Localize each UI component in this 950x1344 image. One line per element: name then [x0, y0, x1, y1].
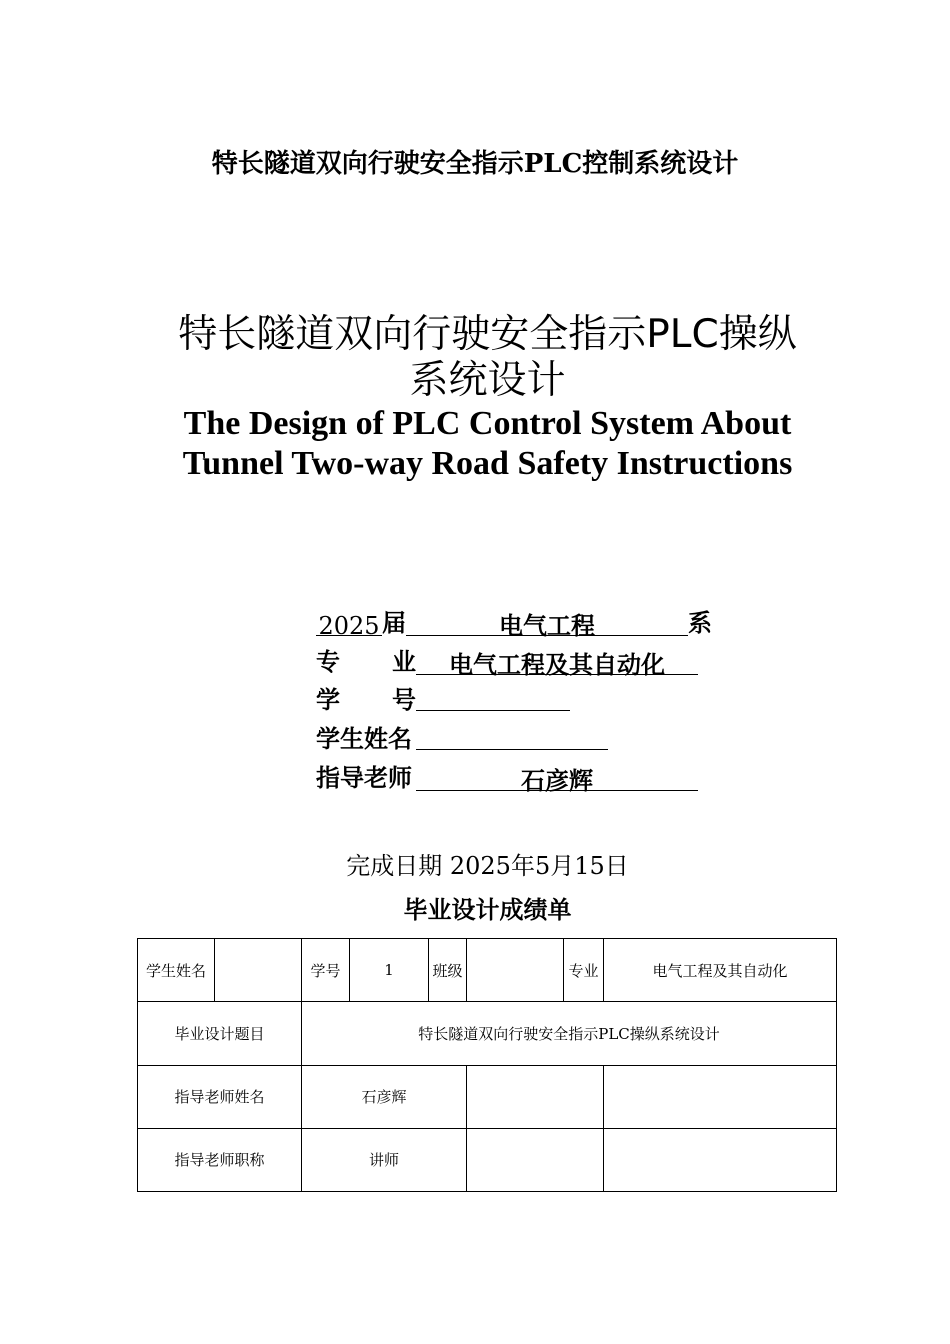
empty-cell [604, 1128, 837, 1191]
advisor-value: 石彦辉 [416, 766, 698, 791]
info-year-department [316, 608, 712, 638]
table-row [138, 1065, 837, 1128]
advisor-title-label-cell: 指导老师职称 [138, 1128, 302, 1191]
english-title [80, 404, 895, 484]
department-value: 电气工程 [406, 611, 688, 636]
english-title-line-1: The Design of PLC Control System About [183, 405, 792, 442]
empty-cell [604, 1065, 837, 1128]
info-student-id [316, 685, 570, 715]
year-suffix: 届 [382, 608, 406, 637]
header-title: 特长隧道双向行驶安全指示PLC控制系统设计 [211, 149, 739, 179]
empty-cell [467, 1128, 604, 1191]
major-label-2: 业 [392, 647, 416, 676]
student-id-value [416, 686, 570, 711]
major-value-cell: 电气工程及其自动化 [604, 939, 837, 1002]
student-id-label-cell: 学号 [302, 939, 350, 1002]
department-suffix: 系 [688, 608, 712, 637]
major-value: 电气工程及其自动化 [416, 650, 698, 675]
student-name-label: 学生姓名 [316, 724, 412, 753]
chinese-title [100, 312, 875, 404]
topic-value-cell: 特长隧道双向行驶安全指示PLC操纵系统设计 [302, 1002, 837, 1065]
advisor-title-value-cell: 讲师 [302, 1128, 467, 1191]
year-value: 2025 [316, 611, 382, 636]
table-row [138, 939, 837, 1002]
student-name-label-cell: 学生姓名 [138, 939, 215, 1002]
major-label-cell: 专业 [564, 939, 604, 1002]
empty-cell [467, 1065, 604, 1128]
table-row [138, 1002, 837, 1065]
class-value-cell [467, 939, 564, 1002]
student-id-value-cell: 1 [350, 939, 429, 1002]
info-advisor [316, 763, 698, 793]
student-name-value [416, 725, 608, 750]
grade-sheet-table [137, 938, 837, 1192]
topic-label-cell: 毕业设计题目 [138, 1002, 302, 1065]
student-name-value-cell [215, 939, 302, 1002]
info-student-name [316, 724, 608, 754]
grade-sheet-title: 毕业设计成绩单 [403, 895, 572, 924]
student-id-label-2: 号 [392, 685, 416, 714]
completion-date: 完成日期 2025年5月15日 [346, 852, 629, 880]
english-title-line-2: Tunnel Two-way Road Safety Instructions [182, 445, 793, 482]
chinese-title-line-2: 系统设计 [409, 358, 566, 403]
chinese-title-line-1: 特长隧道双向行驶安全指示PLC操纵 [178, 312, 797, 357]
student-id-label-1: 学 [316, 685, 340, 714]
major-label-1: 专 [316, 647, 340, 676]
class-label-cell: 班级 [429, 939, 467, 1002]
info-major [316, 647, 698, 677]
advisor-name-label-cell: 指导老师姓名 [138, 1065, 302, 1128]
table-row [138, 1128, 837, 1191]
advisor-name-value-cell: 石彦辉 [302, 1065, 467, 1128]
advisor-label: 指导老师 [316, 763, 412, 792]
